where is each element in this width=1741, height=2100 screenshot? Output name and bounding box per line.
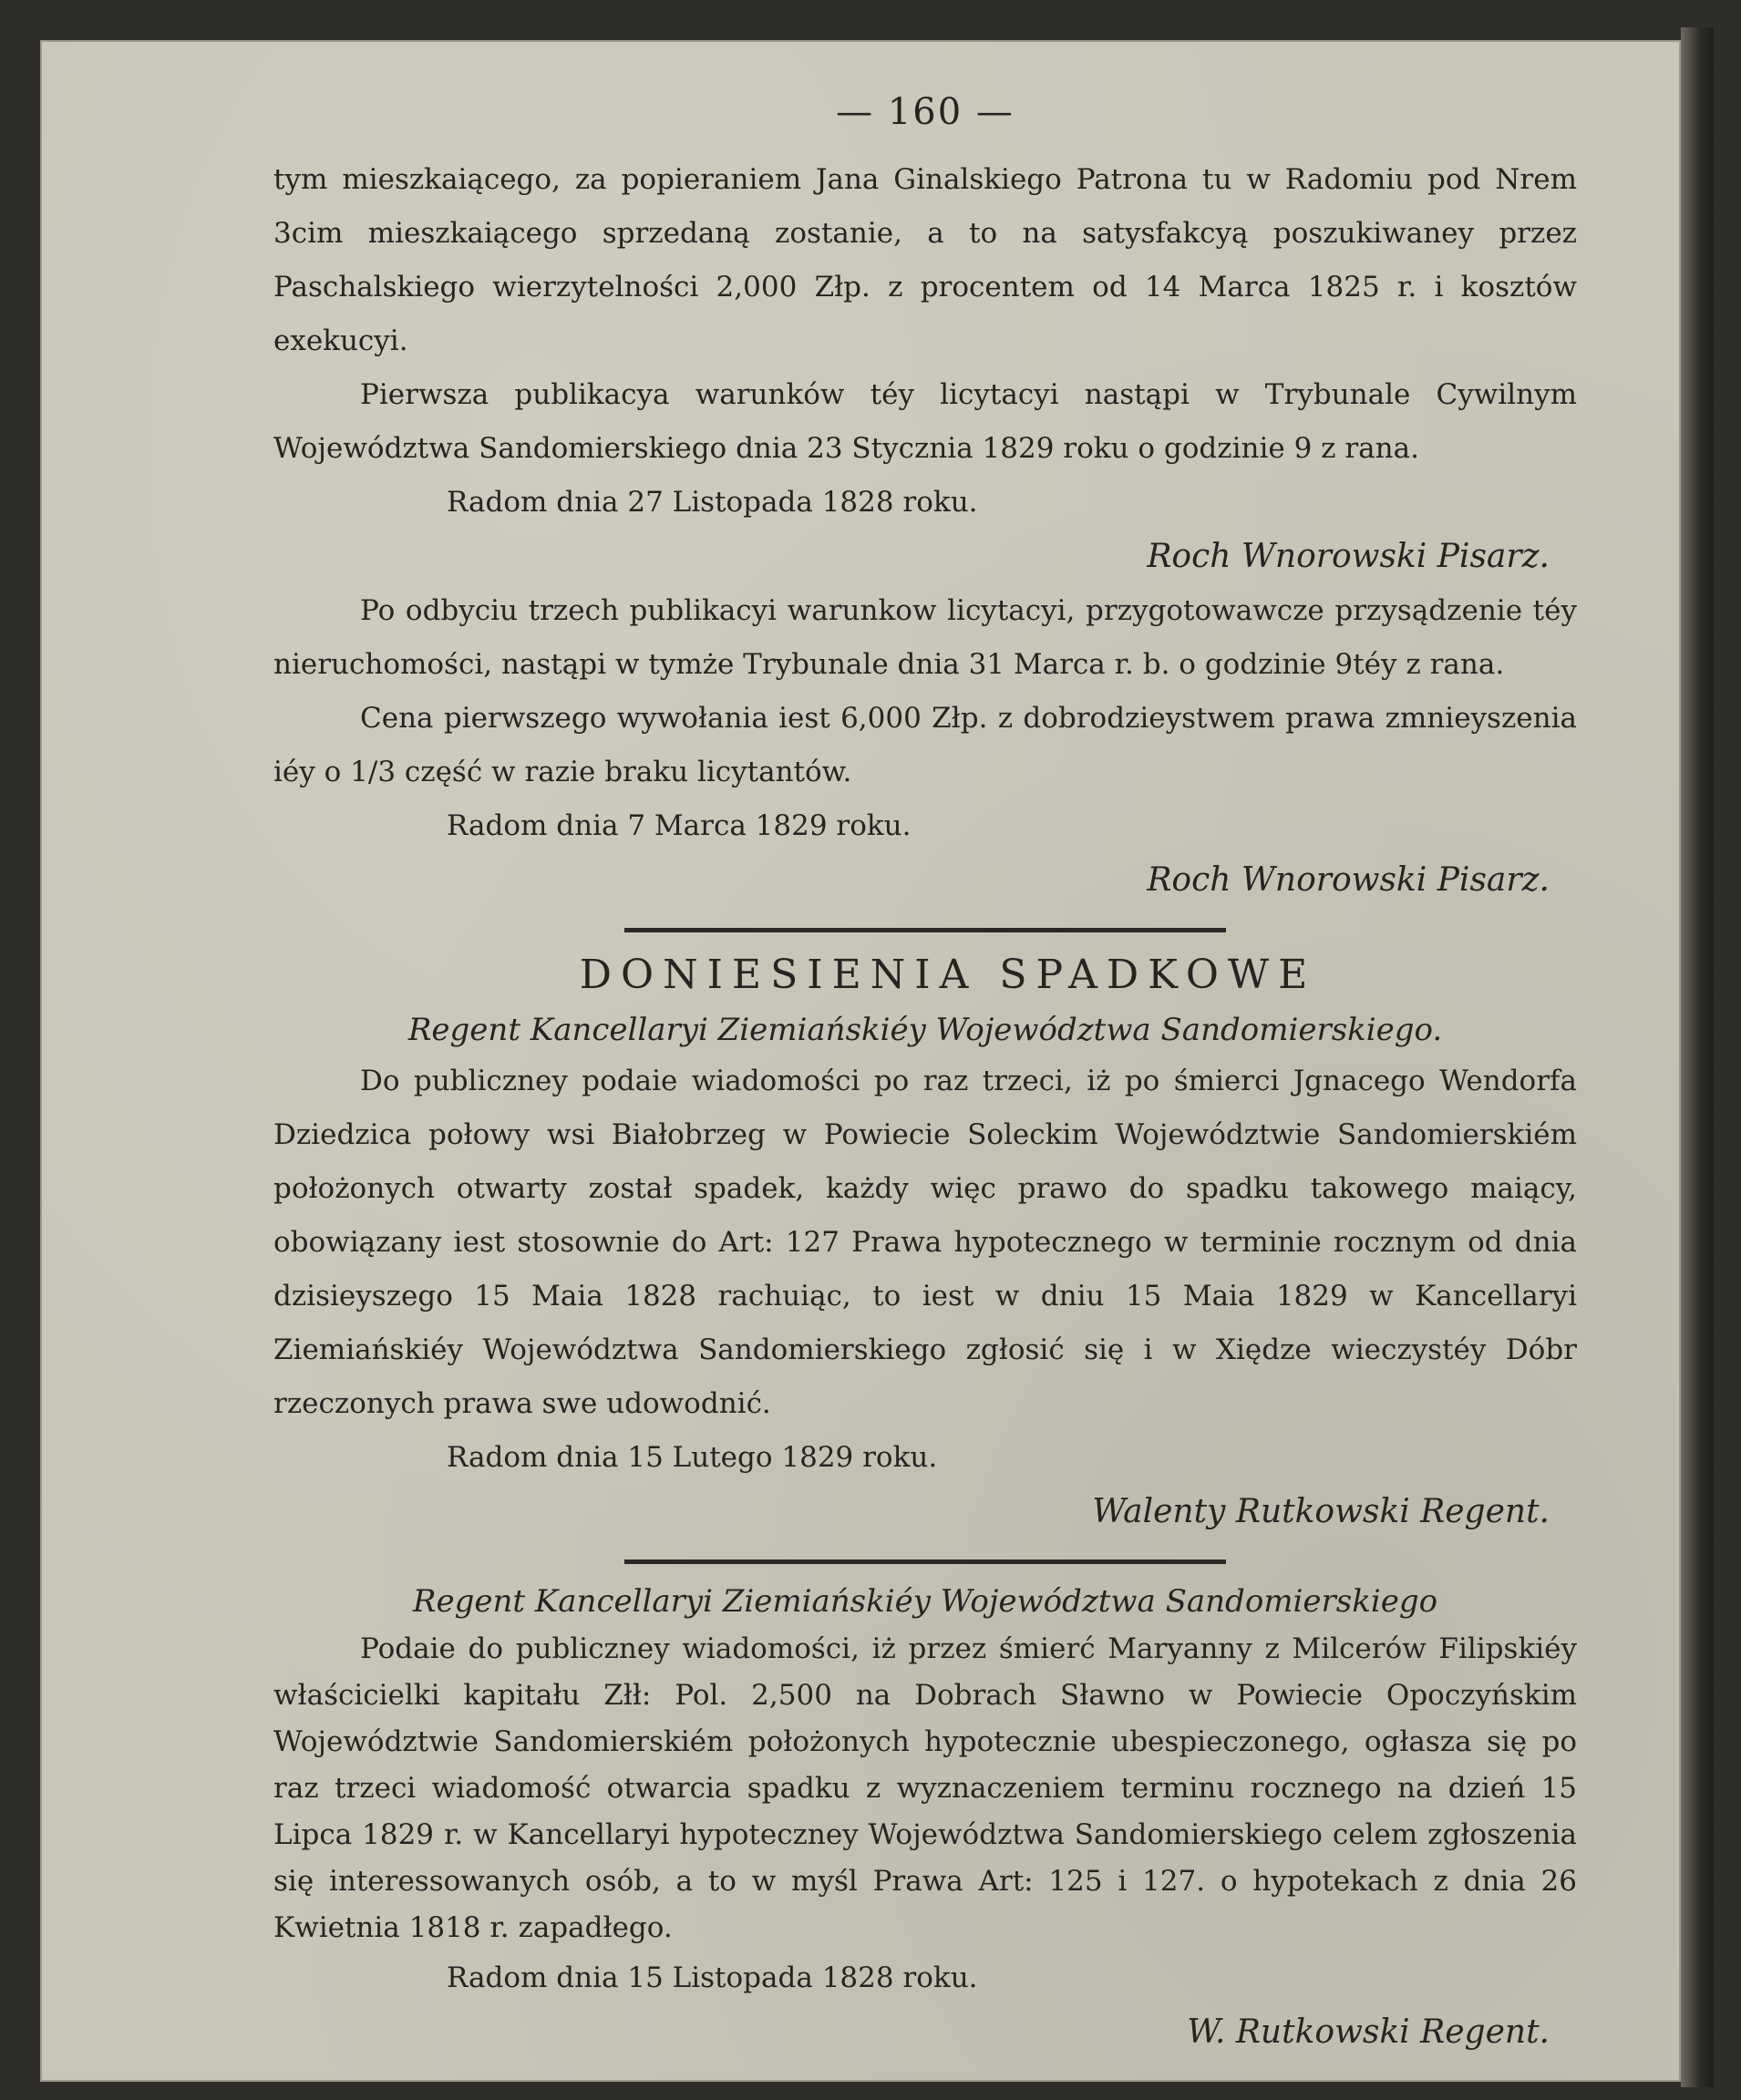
top-notice-signature-1: Roch Wnorowski Pisarz.: [1147, 538, 1550, 575]
top-notice-paragraph-3: Po odbyciu trzech publikacyi warunkow licytacyi, przygotowawcze przysądzenie téy nieruchomości, nastąpi w tymże Trybunale dnia 31 Marca r. b. o godzinie 9téy z rana.: [273, 594, 1577, 681]
section-divider: [624, 928, 1226, 932]
inheritance-notice-1: [273, 1005, 1577, 1539]
notice-divider: [624, 1560, 1226, 1564]
page-edge: [1681, 27, 1714, 2087]
page-content: [273, 91, 1577, 2060]
notice-2-body: Podaie do publiczney wiadomości, iż przez śmierć Maryanny z Milcerów Filipskiéy właścicielki kapitału Złł: Pol. 2,500 na Dobrach Sławno w Powiecie Opoczyńskim Województwie Sandomierskiém położonych hypotecznie ubespieczonego, ogłasza się po raz trzeci wiadomość otwarcia spadku z wyznaczeniem terminu rocznego na dzień 15 Lipca 1829 r. w Kancellaryi hypoteczney Województwa Sandomierskiego celem zgłoszenia się interessowanych osób, a to w myśl Prawa Art: 125 i 127. o hypotekach z dnia 26 Kwietnia 1818 r. zapadłego.: [273, 1632, 1577, 1944]
top-notice-paragraph-2: Pierwsza publikacya warunków téy licytacyi nastąpi w Trybunale Cywilnym Województwa Sandomierskiego dnia 23 Stycznia 1829 roku o godzinie 9 z rana.: [273, 378, 1577, 465]
top-notice-signature-2: Roch Wnorowski Pisarz.: [1147, 861, 1550, 899]
top-notice-date-1: Radom dnia 27 Listopada 1828 roku.: [447, 486, 978, 519]
top-notice-paragraph-4: Cena pierwszego wywołania iest 6,000 Złp. z dobrodzieystwem prawa zmnieyszenia iéy o 1/3 część w razie braku licytantów.: [273, 702, 1577, 788]
page-number: — 160 —: [836, 91, 1015, 133]
inheritance-notice-2: [273, 1577, 1577, 2060]
section-title: DONIESIENIA SPADKOWE: [579, 952, 1317, 998]
top-notice: [273, 153, 1577, 908]
notice-1-body: Do publiczney podaie wiadomości po raz trzeci, iż po śmierci Jgnacego Wendorfa Dziedzica połowy wsi Białobrzeg w Powiecie Soleckim Województwie Sandomierskiém położonych otwarty został spadek, każdy więc prawo do spadku takowego maiący, obowiązany iest stosownie do Art: 127 Prawa hypotecznego w terminie rocznym od dnia dzisieyszego 15 Maia 1828 rachuiąc, to iest w dniu 15 Maia 1829 w Kancellaryi Ziemiańskiéy Województwa Sandomierskiego zgłosić się i w Xiędze wieczystéy Dóbr rzeczonych prawa swe udowodnić.: [273, 1065, 1577, 1420]
notice-2-heading: Regent Kancellaryi Ziemiańskiéy Województwa Sandomierskiego: [412, 1583, 1438, 1620]
notice-2-signature: W. Rutkowski Regent.: [1187, 2013, 1550, 2051]
top-notice-paragraph-1: tym mieszkaiącego, za popieraniem Jana Ginalskiego Patrona tu w Radomiu pod Nrem 3cim mieszkaiącego sprzedaną zostanie, a to na satysfakcyą poszukiwaney przez Paschalskiego wierzytelności 2,000 Złp. z procentem od 14 Marca 1825 r. i kosztów exekucyi.: [273, 163, 1577, 357]
notice-1-signature: Walenty Rutkowski Regent.: [1092, 1493, 1550, 1530]
notice-2-date: Radom dnia 15 Listopada 1828 roku.: [447, 1961, 978, 1994]
top-notice-date-2: Radom dnia 7 Marca 1829 roku.: [447, 809, 912, 842]
notice-1-date: Radom dnia 15 Lutego 1829 roku.: [447, 1441, 938, 1474]
notice-1-heading: Regent Kancellaryi Ziemiańskiéy Województwa Sandomierskiego.: [407, 1012, 1443, 1048]
